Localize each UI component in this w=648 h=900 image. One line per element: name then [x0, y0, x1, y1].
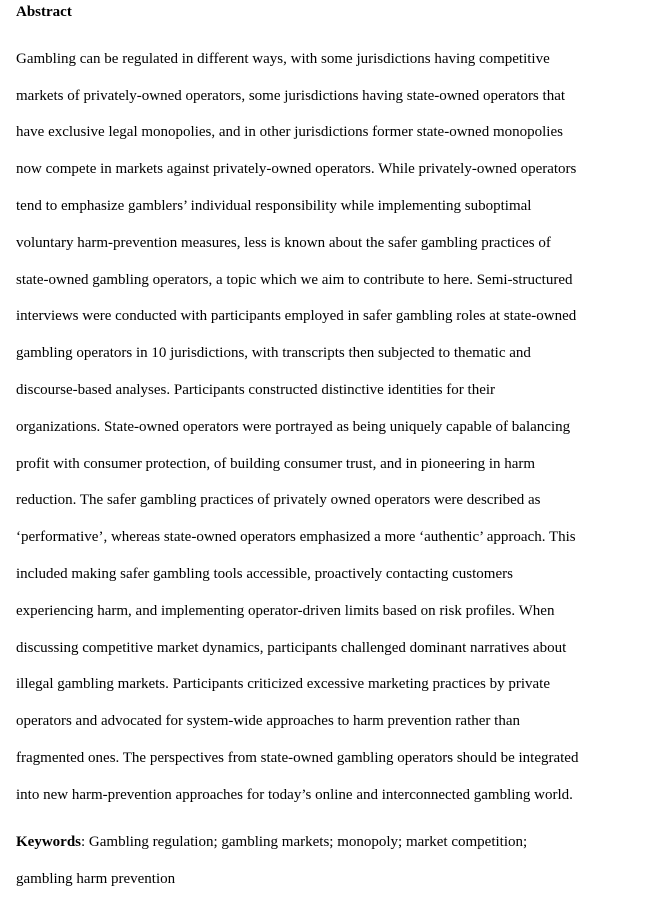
keywords-line: [16, 833, 527, 851]
abstract-line: discourse-based analyses. Participants constructed distinctive identities for their: [16, 382, 496, 398]
abstract-line: into new harm-prevention approaches for today’s online and interconnected gambling world.: [16, 787, 573, 803]
abstract-line: markets of privately-owned operators, some jurisdictions having state-owned operators that: [16, 88, 566, 104]
abstract-line: Gambling can be regulated in different ways, with some jurisdictions having competitive: [16, 51, 550, 67]
abstract-line: have exclusive legal monopolies, and in other jurisdictions former state-owned monopolies: [16, 124, 563, 140]
abstract-line: discussing competitive market dynamics, participants challenged dominant narratives about: [16, 640, 567, 656]
abstract-line: voluntary harm-prevention measures, less is known about the safer gambling practices of: [16, 235, 551, 251]
keywords-line-continued: gambling harm prevention: [16, 871, 176, 887]
abstract-line: included making safer gambling tools accessible, proactively contacting customers: [16, 566, 513, 582]
abstract-line: experiencing harm, and implementing operator-driven limits based on risk profiles. When: [16, 603, 555, 619]
abstract-line: interviews were conducted with participants employed in safer gambling roles at state-owned: [16, 308, 577, 324]
abstract-line: gambling operators in 10 jurisdictions, with transcripts then subjected to thematic and: [16, 345, 531, 361]
keywords-text: : Gambling regulation; gambling markets; monopoly; market competition;: [81, 834, 528, 850]
abstract-line: illegal gambling markets. Participants criticized excessive marketing practices by private: [16, 676, 550, 692]
abstract-line: operators and advocated for system-wide approaches to harm prevention rather than: [16, 713, 520, 729]
abstract-line: tend to emphasize gamblers’ individual responsibility while implementing suboptimal: [16, 198, 532, 214]
abstract-line: reduction. The safer gambling practices of privately owned operators were described as: [16, 492, 541, 508]
abstract-line: profit with consumer protection, of building consumer trust, and in pioneering in harm: [16, 456, 536, 472]
abstract-heading: Abstract: [16, 4, 72, 20]
abstract-line: ‘performative’, whereas state-owned operators emphasized a more ‘authentic’ approach. This: [16, 529, 576, 545]
abstract-line: fragmented ones. The perspectives from state-owned gambling operators should be integrated: [16, 750, 579, 766]
keywords-label: Keywords: [16, 834, 81, 850]
abstract-line: now compete in markets against privately-owned operators. While privately-owned operators: [16, 161, 577, 177]
abstract-line: organizations. State-owned operators were portrayed as being uniquely capable of balancing: [16, 419, 571, 435]
abstract-line: state-owned gambling operators, a topic which we aim to contribute to here. Semi-structured: [16, 272, 573, 288]
